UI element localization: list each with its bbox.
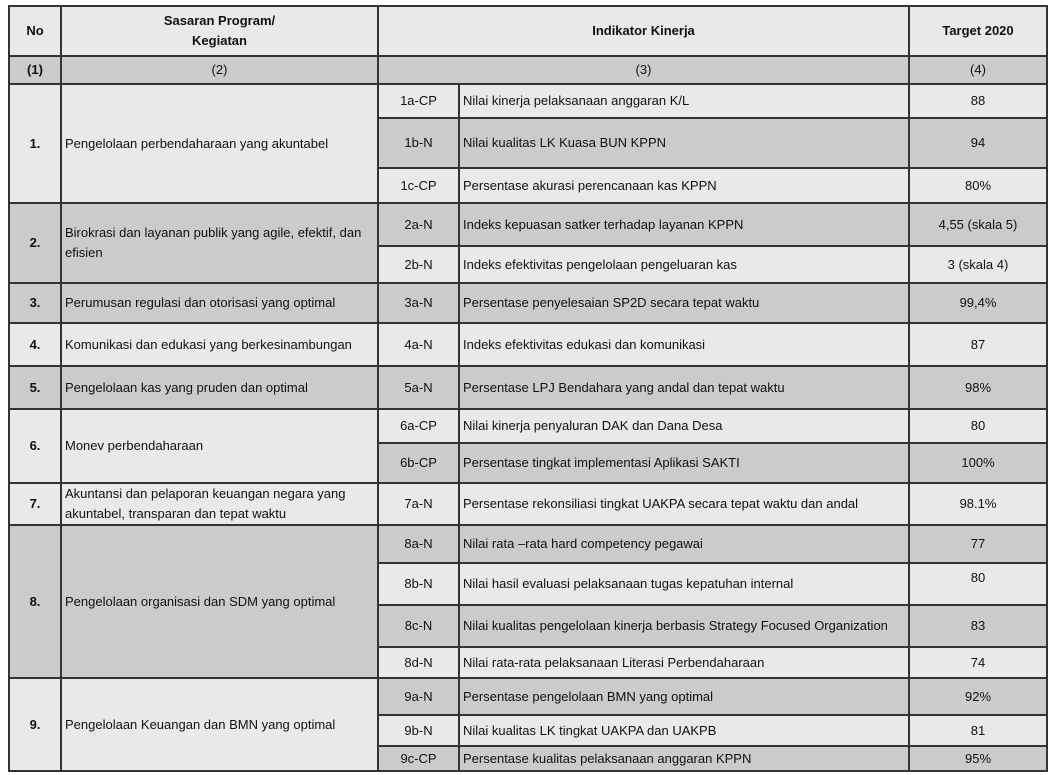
indicator-target: 74 bbox=[909, 647, 1047, 678]
indicator-target: 81 bbox=[909, 715, 1047, 746]
column-number-row bbox=[9, 56, 1047, 84]
indicator-name: Persentase akurasi perencanaan kas KPPN bbox=[459, 168, 909, 203]
indicator-target: 98.1% bbox=[909, 483, 1047, 525]
indicator-name: Indeks efektivitas pengelolaan pengeluaran kas bbox=[459, 246, 909, 283]
performance-target-table bbox=[8, 5, 1048, 772]
group-sasaran: Pengelolaan perbendaharaan yang akuntabel bbox=[61, 84, 378, 203]
group-sasaran: Pengelolaan kas yang pruden dan optimal bbox=[61, 366, 378, 409]
indicator-code: 6a-CP bbox=[378, 409, 459, 443]
header-row bbox=[9, 6, 1047, 56]
indicator-code: 9a-N bbox=[378, 678, 459, 715]
group-number: 4. bbox=[9, 323, 61, 366]
table-row bbox=[9, 84, 1047, 118]
indicator-name: Nilai kualitas pengelolaan kinerja berbasis Strategy Focused Organization bbox=[459, 605, 909, 647]
header-no: No bbox=[9, 6, 61, 56]
indicator-target: 100% bbox=[909, 443, 1047, 483]
group-sasaran: Pengelolaan organisasi dan SDM yang optimal bbox=[61, 525, 378, 678]
indicator-target: 80 bbox=[909, 409, 1047, 443]
indicator-target: 99,4% bbox=[909, 283, 1047, 323]
indicator-target: 98% bbox=[909, 366, 1047, 409]
indicator-code: 1a-CP bbox=[378, 84, 459, 118]
indicator-name: Nilai kinerja penyaluran DAK dan Dana Desa bbox=[459, 409, 909, 443]
indicator-name: Persentase tingkat implementasi Aplikasi SAKTI bbox=[459, 443, 909, 483]
group-number: 2. bbox=[9, 203, 61, 283]
table-row bbox=[9, 678, 1047, 715]
indicator-code: 8a-N bbox=[378, 525, 459, 563]
indicator-name: Nilai kinerja pelaksanaan anggaran K/L bbox=[459, 84, 909, 118]
indicator-code: 2a-N bbox=[378, 203, 459, 246]
group-sasaran: Perumusan regulasi dan otorisasi yang optimal bbox=[61, 283, 378, 323]
indicator-name: Persentase pengelolaan BMN yang optimal bbox=[459, 678, 909, 715]
indicator-code: 4a-N bbox=[378, 323, 459, 366]
indicator-target: 92% bbox=[909, 678, 1047, 715]
indicator-name: Persentase penyelesaian SP2D secara tepat waktu bbox=[459, 283, 909, 323]
group-number: 8. bbox=[9, 525, 61, 678]
indicator-name: Persentase kualitas pelaksanaan anggaran KPPN bbox=[459, 746, 909, 771]
table-row bbox=[9, 203, 1047, 246]
group-sasaran: Pengelolaan Keuangan dan BMN yang optimal bbox=[61, 678, 378, 771]
indicator-code: 1c-CP bbox=[378, 168, 459, 203]
indicator-code: 8d-N bbox=[378, 647, 459, 678]
group-number: 5. bbox=[9, 366, 61, 409]
group-number: 6. bbox=[9, 409, 61, 483]
table-row bbox=[9, 323, 1047, 366]
table-row bbox=[9, 525, 1047, 563]
group-sasaran: Monev perbendaharaan bbox=[61, 409, 378, 483]
column-number: (4) bbox=[909, 56, 1047, 84]
indicator-code: 8b-N bbox=[378, 563, 459, 605]
group-number: 1. bbox=[9, 84, 61, 203]
indicator-target: 4,55 (skala 5) bbox=[909, 203, 1047, 246]
header-target: Target 2020 bbox=[909, 6, 1047, 56]
group-sasaran: Akuntansi dan pelaporan keuangan negara yang akuntabel, transparan dan tepat waktu bbox=[61, 483, 378, 525]
indicator-code: 8c-N bbox=[378, 605, 459, 647]
indicator-target: 80 bbox=[909, 563, 1047, 605]
indicator-target: 88 bbox=[909, 84, 1047, 118]
column-number: (3) bbox=[378, 56, 909, 84]
indicator-name: Nilai hasil evaluasi pelaksanaan tugas kepatuhan internal bbox=[459, 563, 909, 605]
indicator-name: Indeks efektivitas edukasi dan komunikasi bbox=[459, 323, 909, 366]
indicator-target: 77 bbox=[909, 525, 1047, 563]
indicator-code: 9b-N bbox=[378, 715, 459, 746]
indicator-code: 2b-N bbox=[378, 246, 459, 283]
indicator-code: 7a-N bbox=[378, 483, 459, 525]
table-row bbox=[9, 409, 1047, 443]
group-sasaran: Komunikasi dan edukasi yang berkesinambungan bbox=[61, 323, 378, 366]
header-sasaran-line1: Sasaran Program/ bbox=[163, 13, 276, 28]
indicator-code: 3a-N bbox=[378, 283, 459, 323]
table-row bbox=[9, 366, 1047, 409]
table-row bbox=[9, 483, 1047, 525]
indicator-code: 9c-CP bbox=[378, 746, 459, 771]
indicator-target: 80% bbox=[909, 168, 1047, 203]
indicator-name: Indeks kepuasan satker terhadap layanan KPPN bbox=[459, 203, 909, 246]
indicator-target: 95% bbox=[909, 746, 1047, 771]
indicator-target: 94 bbox=[909, 118, 1047, 168]
column-number: (2) bbox=[61, 56, 378, 84]
column-number: (1) bbox=[9, 56, 61, 84]
indicator-name: Nilai rata –rata hard competency pegawai bbox=[459, 525, 909, 563]
group-number: 9. bbox=[9, 678, 61, 771]
indicator-code: 6b-CP bbox=[378, 443, 459, 483]
table-row bbox=[9, 283, 1047, 323]
indicator-code: 1b-N bbox=[378, 118, 459, 168]
indicator-target: 87 bbox=[909, 323, 1047, 366]
indicator-name: Nilai rata-rata pelaksanaan Literasi Perbendaharaan bbox=[459, 647, 909, 678]
header-indikator: Indikator Kinerja bbox=[378, 6, 909, 56]
indicator-name: Nilai kualitas LK tingkat UAKPA dan UAKPB bbox=[459, 715, 909, 746]
group-number: 3. bbox=[9, 283, 61, 323]
indicator-target: 83 bbox=[909, 605, 1047, 647]
header-sasaran bbox=[61, 6, 378, 56]
indicator-name: Nilai kualitas LK Kuasa BUN KPPN bbox=[459, 118, 909, 168]
indicator-code: 5a-N bbox=[378, 366, 459, 409]
indicator-name: Persentase rekonsiliasi tingkat UAKPA secara tepat waktu dan andal bbox=[459, 483, 909, 525]
header-sasaran-line2: Kegiatan bbox=[192, 33, 247, 48]
group-sasaran: Birokrasi dan layanan publik yang agile, efektif, dan efisien bbox=[61, 203, 378, 283]
indicator-name: Persentase LPJ Bendahara yang andal dan tepat waktu bbox=[459, 366, 909, 409]
indicator-target: 3 (skala 4) bbox=[909, 246, 1047, 283]
group-number: 7. bbox=[9, 483, 61, 525]
